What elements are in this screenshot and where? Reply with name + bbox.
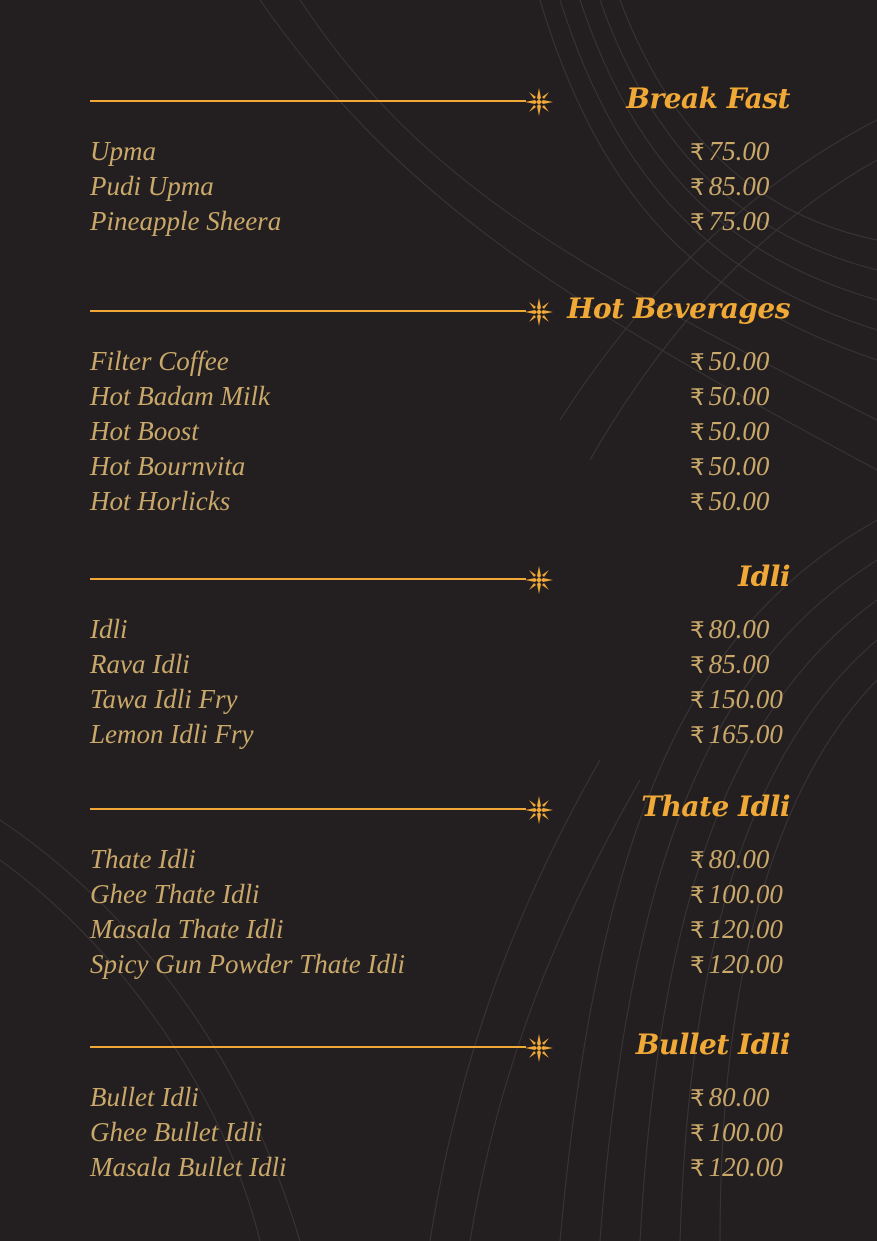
menu-item-price-value: 100.00 [708,1117,783,1147]
menu-section-1 [90,292,800,521]
menu-item-name: Thate Idli [90,844,196,874]
section-title: Hot Beverages [567,292,790,325]
rupee-symbol: ₹ [690,350,705,376]
menu-item-name: Idli [90,614,128,644]
menu-section-2 [90,560,800,754]
menu-item-price-value: 85.00 [708,649,770,679]
section-title: Thate Idli [641,790,790,823]
menu-item-name: Lemon Idli Fry [90,719,254,749]
menu-item-name: Pineapple Sheera [90,206,282,236]
menu-item-price-value: 80.00 [708,1082,770,1112]
rupee-symbol: ₹ [690,883,705,909]
rupee-symbol: ₹ [690,723,705,749]
menu-item [90,684,800,719]
menu-item-price-value: 50.00 [708,381,770,411]
section-title: Idli [738,560,790,593]
menu-item [90,1152,800,1187]
menu-item-price [690,381,769,412]
menu-item-name: Hot Boost [90,416,199,446]
rupee-symbol: ₹ [690,918,705,944]
menu-item-price [690,136,769,167]
menu-section-3 [90,790,800,984]
menu-item-price-value: 80.00 [708,844,770,874]
section-items [90,1082,800,1187]
menu-item-price [690,879,783,910]
menu-item-name: Tawa Idli Fry [90,684,238,714]
menu-item-price [690,684,783,715]
menu-item-price-value: 75.00 [708,206,770,236]
eight-point-star-icon [524,565,554,595]
menu-item-price [690,1082,769,1113]
menu-item-name: Hot Badam Milk [90,381,270,411]
menu-item-price [690,1152,783,1183]
menu-item-name: Masala Thate Idli [90,914,284,944]
menu-item-price-value: 100.00 [708,879,783,909]
menu-item-name: Hot Bournvita [90,451,246,481]
menu-item-name: Masala Bullet Idli [90,1152,287,1182]
menu-item-price-value: 75.00 [708,136,770,166]
menu-item [90,346,800,381]
rupee-symbol: ₹ [690,420,705,446]
section-items [90,844,800,984]
menu-item-price-value: 80.00 [708,614,770,644]
rupee-symbol: ₹ [690,618,705,644]
section-divider-line [90,808,526,810]
menu-item [90,949,800,984]
menu-item [90,879,800,914]
menu-item-name: Upma [90,136,156,166]
rupee-symbol: ₹ [690,385,705,411]
menu-item-price [690,346,769,377]
menu-item [90,614,800,649]
menu-item-price [690,914,783,945]
section-header [90,560,800,600]
section-divider-line [90,310,526,312]
menu-item-price [690,416,769,447]
eight-point-star-icon [524,1033,554,1063]
menu-item [90,1082,800,1117]
menu-section-4 [90,1028,800,1187]
menu-item-name: Hot Horlicks [90,486,231,516]
menu-item [90,719,800,754]
menu-item-price [690,451,769,482]
menu-item-price [690,614,769,645]
rupee-symbol: ₹ [690,848,705,874]
section-divider-line [90,100,526,102]
menu-item-price-value: 120.00 [708,1152,783,1182]
menu-item-name: Bullet Idli [90,1082,199,1112]
menu-item-price [690,486,769,517]
section-items [90,346,800,521]
menu-item-name: Rava Idli [90,649,190,679]
rupee-symbol: ₹ [690,490,705,516]
rupee-symbol: ₹ [690,140,705,166]
menu-item [90,206,800,241]
menu-item-name: Ghee Thate Idli [90,879,260,909]
section-divider-line [90,1046,526,1048]
eight-point-star-icon [524,297,554,327]
section-header [90,1028,800,1068]
section-header [90,292,800,332]
rupee-symbol: ₹ [690,1156,705,1182]
menu-item-price [690,949,783,980]
menu-item-name: Spicy Gun Powder Thate Idli [90,949,405,979]
menu-item-price [690,844,769,875]
section-title: Break Fast [626,82,790,115]
menu-item-price-value: 85.00 [708,171,770,201]
menu-item [90,136,800,171]
menu-item-name: Pudi Upma [90,171,214,201]
section-header [90,790,800,830]
menu-item [90,171,800,206]
menu-item [90,844,800,879]
menu-item-price [690,1117,783,1148]
menu-item-price-value: 120.00 [708,949,783,979]
menu-item-price [690,719,783,750]
menu-item-price-value: 120.00 [708,914,783,944]
menu-item-price-value: 50.00 [708,416,770,446]
menu-item-price [690,171,769,202]
menu-item-name: Ghee Bullet Idli [90,1117,263,1147]
section-items [90,136,800,241]
menu-item-price [690,649,769,680]
menu-item [90,486,800,521]
menu-item-price-value: 150.00 [708,684,783,714]
section-items [90,614,800,754]
menu-item-price-value: 165.00 [708,719,783,749]
menu-item [90,1117,800,1152]
menu-item [90,381,800,416]
rupee-symbol: ₹ [690,953,705,979]
eight-point-star-icon [524,795,554,825]
eight-point-star-icon [524,87,554,117]
section-header [90,82,800,122]
rupee-symbol: ₹ [690,1086,705,1112]
menu-item-name: Filter Coffee [90,346,229,376]
section-title: Bullet Idli [635,1028,790,1061]
menu-item [90,649,800,684]
rupee-symbol: ₹ [690,688,705,714]
rupee-symbol: ₹ [690,210,705,236]
menu-item-price-value: 50.00 [708,486,770,516]
menu-item-price-value: 50.00 [708,346,770,376]
menu-item [90,914,800,949]
menu-item [90,451,800,486]
rupee-symbol: ₹ [690,653,705,679]
menu-item-price [690,206,769,237]
section-divider-line [90,578,526,580]
menu-section-0 [90,82,800,241]
rupee-symbol: ₹ [690,455,705,481]
menu-item [90,416,800,451]
rupee-symbol: ₹ [690,175,705,201]
rupee-symbol: ₹ [690,1121,705,1147]
menu-item-price-value: 50.00 [708,451,770,481]
